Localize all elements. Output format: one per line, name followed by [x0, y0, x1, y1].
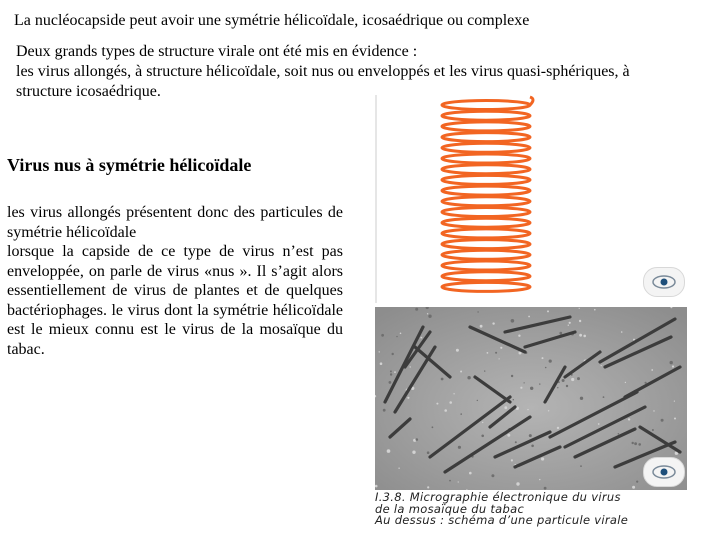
micrograph-speck	[469, 472, 472, 475]
micrograph-speck	[480, 325, 483, 328]
micrograph-speck	[579, 320, 581, 322]
slide-title: La nucléocapside peut avoir une symétrie hélicoïdale, icosaédrique ou complexe	[14, 12, 530, 29]
micrograph-speck	[436, 403, 438, 405]
micrograph-speck	[594, 309, 596, 311]
figure-caption	[375, 492, 705, 527]
intro-line-2: les virus allongés, à structure hélicoïdale, soit nus ou enveloppés et les virus quasi-sphériques, à	[16, 63, 630, 80]
micrograph-speck	[487, 352, 489, 354]
eye-icon-glyph	[644, 458, 684, 486]
micrograph-speck	[651, 369, 653, 371]
micrograph-speck	[513, 399, 514, 400]
spring-coil	[442, 122, 530, 131]
micrograph-speck	[670, 361, 673, 364]
micrograph-speck	[529, 434, 532, 437]
micrograph-speck	[381, 334, 384, 337]
micrograph-speck	[394, 371, 396, 373]
micrograph-speck	[511, 375, 513, 377]
micrograph-speck	[477, 400, 478, 401]
micrograph-speck	[628, 418, 630, 420]
panel-edge	[375, 95, 377, 303]
micrograph-speck	[453, 393, 454, 394]
micrograph-speck	[427, 451, 430, 454]
spring-coil	[442, 282, 530, 291]
micrograph-speck	[527, 409, 528, 410]
micrograph-speck	[547, 310, 549, 312]
micrograph-speck	[387, 449, 391, 453]
micrograph-speck	[420, 337, 422, 339]
spring-coil	[442, 208, 530, 217]
micrograph-speck	[548, 410, 549, 411]
spring-coil	[442, 101, 530, 110]
micrograph-speck	[557, 427, 559, 429]
micrograph-speck	[481, 435, 484, 438]
micrograph-speck	[632, 486, 635, 489]
micrograph-speck	[389, 381, 392, 384]
micrograph-speck	[632, 442, 634, 444]
micrograph-speck	[562, 379, 565, 382]
intro-line-3: structure icosaédrique.	[16, 83, 161, 100]
micrograph-speck	[456, 349, 459, 352]
micrograph-speck	[542, 357, 544, 359]
spring-coil	[442, 111, 530, 120]
spring-coil	[442, 154, 530, 163]
micrograph-speck	[571, 378, 574, 381]
micrograph-speck	[415, 308, 418, 311]
micrograph-drawing	[375, 307, 687, 490]
micrograph-speck	[383, 409, 386, 412]
micrograph-speck	[396, 336, 397, 337]
micrograph-speck	[579, 308, 580, 309]
micrograph-speck	[379, 351, 380, 352]
micrograph-speck	[580, 397, 583, 400]
micrograph-speck	[598, 423, 600, 425]
micrograph-speck	[601, 365, 602, 366]
micrograph-speck	[467, 376, 470, 379]
body-paragraph-1: les virus allongés présentent donc des particules de symétrie hélicoïdale	[7, 204, 343, 241]
micrograph-speck	[407, 397, 409, 399]
body-text	[7, 203, 343, 359]
micrograph-speck	[460, 413, 462, 415]
helix-schematic-image	[375, 95, 687, 303]
micrograph-speck	[579, 334, 582, 337]
micrograph-speck	[375, 485, 378, 488]
spring-coil	[442, 229, 530, 238]
micrograph-speck	[530, 387, 533, 390]
micrograph-speck	[499, 358, 500, 359]
micrograph-speck	[398, 468, 399, 469]
micrograph-speck	[511, 319, 515, 323]
micrograph-speck	[618, 433, 620, 435]
micrograph-speck	[539, 479, 540, 480]
micrograph-speck	[516, 482, 519, 485]
caption-line-2: de la mosaïque du tabac	[375, 501, 525, 516]
micrograph-speck	[636, 481, 638, 483]
micrograph-speck	[661, 419, 664, 422]
micrograph-speck	[566, 385, 568, 387]
micrograph-speck	[491, 474, 494, 477]
spring-coil	[442, 272, 530, 281]
helix-spring-drawing	[375, 95, 687, 303]
micrograph-speck	[449, 401, 452, 404]
micrograph-speck	[492, 322, 494, 324]
micrograph-speck	[577, 377, 580, 380]
micrograph-speck	[427, 313, 428, 314]
spring-coil	[442, 143, 530, 152]
micrograph-speck	[568, 325, 569, 326]
micrograph-speck	[520, 387, 522, 389]
micrograph-speck	[531, 445, 534, 448]
micrograph-speck	[557, 387, 558, 388]
eye-icon[interactable]	[643, 267, 685, 297]
spring-coil	[442, 175, 530, 184]
micrograph-speck	[412, 451, 415, 454]
micrograph-speck	[444, 409, 447, 412]
micrograph-speck	[392, 353, 394, 355]
caption-line-1: I.3.8. Micrographie électronique du virus	[375, 490, 621, 504]
micrograph-speck	[569, 322, 571, 324]
micrograph-speck	[449, 480, 451, 482]
section-heading: Virus nus à symétrie hélicoïdale	[7, 155, 252, 175]
micrograph-speck	[507, 434, 510, 437]
body-paragraph-2: lorsque la capside de ce type de virus n’est pas enveloppée, on parle de virus «nus ». Il s’agit alors essentiellement de virus de plantes et de quelques bactériophages. le virus dont la symétrie hélicoïdale est le mieux connu est le virus de la mosaïque du tabac.	[7, 243, 343, 358]
micrograph-speck	[634, 442, 637, 445]
micrograph-speck	[549, 360, 552, 363]
micrograph-speck	[625, 382, 626, 383]
micrograph-speck	[477, 311, 478, 312]
micrograph-speck	[541, 457, 544, 460]
micrograph-speck	[672, 365, 674, 367]
spring-coil	[442, 197, 530, 206]
micrograph-speck	[400, 333, 402, 335]
micrograph-speck	[528, 316, 530, 318]
micrograph-speck	[621, 331, 623, 333]
micrograph-speck	[504, 406, 507, 409]
spring-coil	[442, 250, 530, 259]
micrograph-speck	[583, 335, 586, 338]
micrograph-speck	[674, 401, 675, 402]
micrograph-speck	[559, 332, 562, 335]
spring-coil	[442, 261, 530, 270]
micrograph-speck	[410, 366, 411, 367]
micrograph-speck	[638, 443, 641, 446]
micrograph-speck	[515, 441, 517, 443]
eye-icon[interactable]	[643, 457, 685, 487]
micrograph-speck	[495, 352, 497, 354]
micrograph-speck	[482, 422, 483, 423]
electron-micrograph-image	[375, 307, 687, 490]
intro-line-1: Deux grands types de structure virale ont été mis en évidence :	[16, 43, 418, 60]
micrograph-speck	[511, 459, 513, 461]
spring-coil	[442, 186, 530, 195]
micrograph-speck	[580, 465, 582, 467]
micrograph-speck	[380, 362, 383, 365]
intro-text	[16, 42, 716, 102]
spring-lead	[530, 97, 533, 105]
micrograph-speck	[390, 370, 392, 372]
micrograph-speck	[441, 378, 444, 381]
caption-line-3: Au dessus : schéma d’une particule virale	[375, 513, 629, 527]
spring-coil	[442, 240, 530, 249]
eye-icon-glyph	[644, 268, 684, 296]
micrograph-speck	[432, 426, 434, 428]
micrograph-speck	[458, 481, 459, 482]
micrograph-speck	[518, 335, 520, 337]
micrograph-speck	[484, 370, 485, 371]
micrograph-speck	[653, 410, 654, 411]
micrograph-speck	[428, 315, 431, 318]
micrograph-speck	[460, 371, 462, 373]
spring-coil	[442, 165, 530, 174]
micrograph-speck	[603, 396, 605, 398]
micrograph-speck	[500, 347, 502, 349]
spring-coil	[442, 133, 530, 142]
micrograph-speck	[390, 373, 392, 375]
micrograph-speck	[545, 367, 547, 369]
micrograph-speck	[652, 429, 654, 431]
micrograph-speck	[458, 446, 461, 449]
micrograph-speck	[427, 486, 429, 488]
micrograph-speck	[524, 382, 525, 383]
micrograph-speck	[539, 383, 540, 384]
spring-coil	[442, 218, 530, 227]
micrograph-speck	[674, 418, 676, 420]
micrograph-speck	[416, 438, 419, 441]
